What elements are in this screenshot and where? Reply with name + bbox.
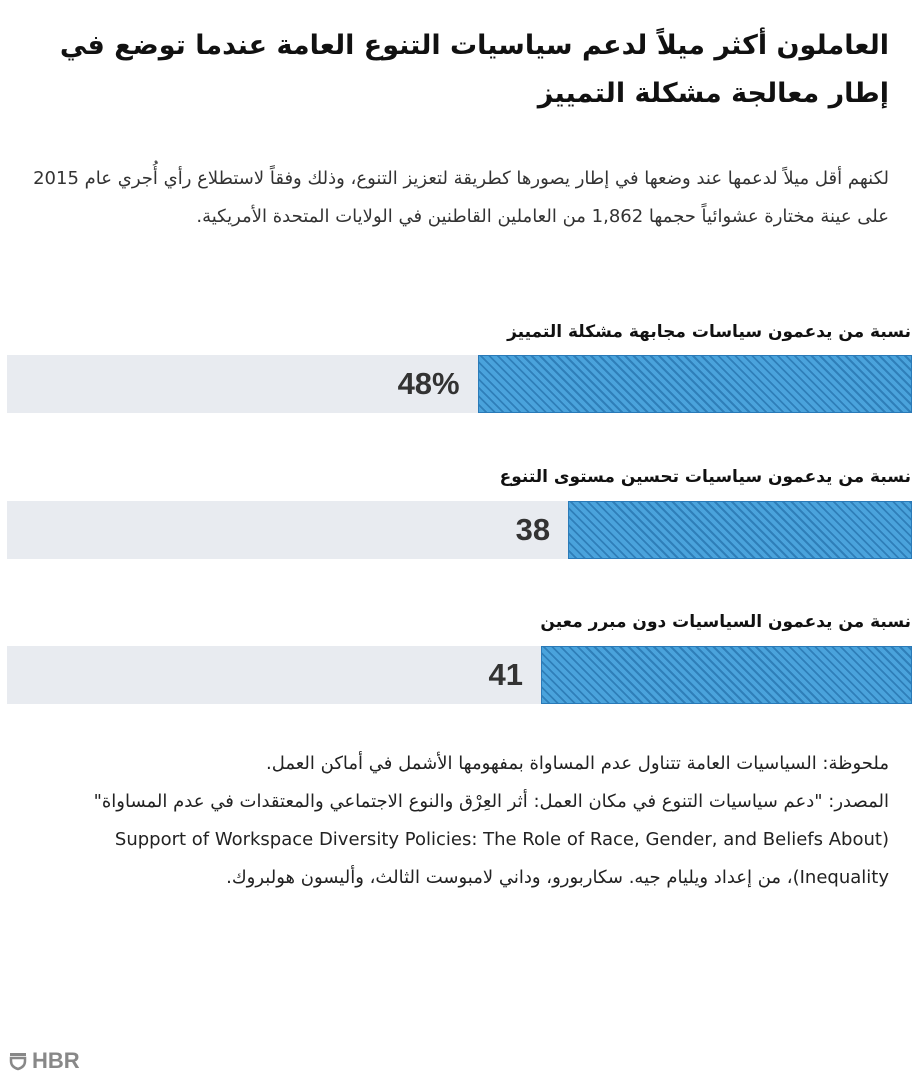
value-label-1: 38 xyxy=(515,512,551,547)
logo-text: HBR xyxy=(32,1048,80,1073)
bar-0 xyxy=(478,355,912,413)
bar-2 xyxy=(541,646,912,704)
note-text: ملحوظة: السياسيات العامة تتناول عدم المساواة بمفهومها الأشمل في أماكن العمل. xyxy=(265,753,889,774)
bar-label-1: نسبة من يدعمون سياسيات تحسين مستوى التنوع xyxy=(499,467,911,487)
bar-1 xyxy=(568,501,912,559)
bar-label-2: نسبة من يدعمون السياسيات دون مبرر معين xyxy=(540,612,911,632)
shield-icon xyxy=(8,1051,28,1071)
chart-title: العاملون أكثر ميلاً لدعم سياسيات التنوع العامة عندما توضع في إطار معالجة مشكلة التمييز xyxy=(59,30,889,109)
bar-track-1 xyxy=(7,501,912,559)
value-label-0: 48% xyxy=(397,366,460,401)
source-text: المصدر: "دعم سياسيات التنوع في مكان العمل: أثر العِرْق والنوع الاجتماعي والمعتقدات في عدم المساواة" (Support of Workspace Diversity Policies: The Role of Race, Gender, and Beliefs About Inequality)، من إعداد ويليام جيه. سكاربورو، وداني لامبوست الثالث، وأليسون هولبروك. xyxy=(93,791,889,888)
bar-track-0 xyxy=(7,355,912,413)
value-label-2: 41 xyxy=(488,657,523,692)
footnote xyxy=(19,745,889,897)
chart-subtitle: لكنهم أقل ميلاً لدعمها عند وضعها في إطار يصورها كطريقة لتعزيز التنوع، وذلك وفقاً لاستطلاع رأي أُجري عام 2015 على عينة مختارة عشوائياً حجمها 1,862 من العاملين القاطنين في الولايات المتحدة الأمريكية. xyxy=(33,168,889,227)
bar-label-0: نسبة من يدعمون سياسات مجابهة مشكلة التمييز xyxy=(507,322,911,342)
bar-track-2 xyxy=(7,646,912,704)
hbr-logo xyxy=(8,1048,80,1074)
